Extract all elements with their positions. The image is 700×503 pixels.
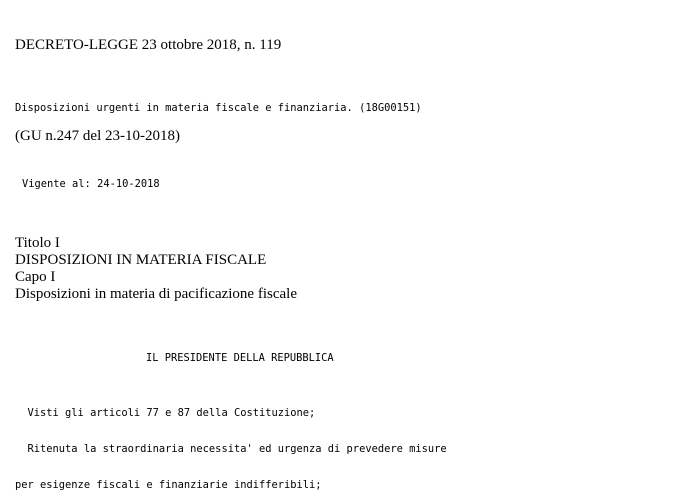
section-headings (15, 235, 297, 303)
in-force-date: Vigente al: 24-10-2018 (22, 178, 160, 190)
premises-text (15, 383, 447, 503)
premise-line: per esigenze fiscali e finanziarie indifferibili; (15, 479, 322, 491)
gazette-reference: (GU n.247 del 23-10-2018) (15, 128, 180, 144)
title-number: Titolo I (15, 235, 60, 251)
decree-subject: Disposizioni urgenti in materia fiscale e finanziaria. (18G00151) (15, 102, 422, 114)
decree-title: DECRETO-LEGGE 23 ottobre 2018, n. 119 (15, 37, 282, 53)
title-name: DISPOSIZIONI IN MATERIA FISCALE (15, 252, 267, 268)
president-heading: IL PRESIDENTE DELLA REPUBBLICA (146, 352, 334, 364)
premise-line: Ritenuta la straordinaria necessita' ed urgenza di prevedere misure (15, 443, 447, 455)
premise-line: Visti gli articoli 77 e 87 della Costituzione; (15, 407, 316, 419)
chapter-number: Capo I (15, 269, 56, 285)
chapter-name: Disposizioni in materia di pacificazione fiscale (15, 286, 297, 302)
premise-line-cut (15, 418, 434, 428)
